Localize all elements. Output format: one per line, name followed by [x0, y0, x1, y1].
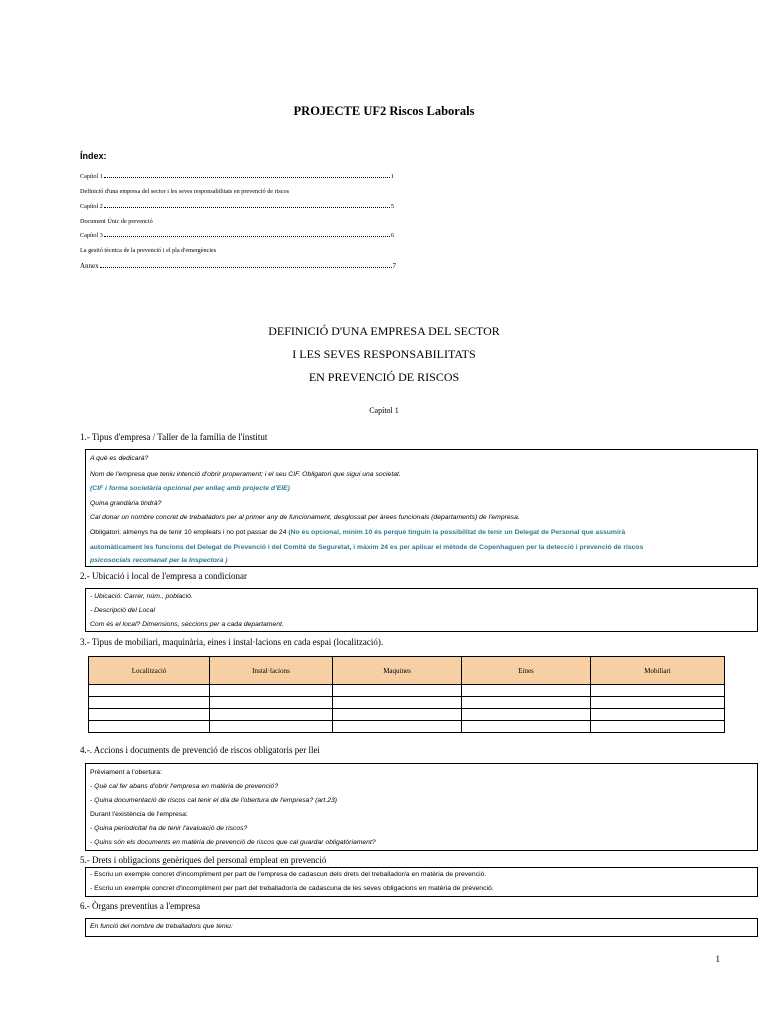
toc-entry[interactable] [80, 173, 394, 180]
toc-leader [104, 232, 390, 237]
column-header: Mobiliari [591, 657, 725, 685]
box-line: Com és el local? Dimensions, seccions per a cada departament. [90, 621, 284, 628]
section-title: 6.- Òrgans preventius a l'empresa [80, 901, 201, 911]
index-heading: Índex: [80, 151, 107, 161]
box-note: (No és opcional, mínim 10 és perquè tinguin la possibilitat de tenir un Delegat de Personal que assumirà [288, 529, 626, 536]
table-row[interactable] [89, 697, 725, 709]
box-line: - Quina documentació de riscos cal tenir el dia de l'obertura de l'empresa? (art.23) [90, 797, 338, 804]
column-header: Eines [462, 657, 591, 685]
box-line: - Ubicació: Carrer, núm., població. [90, 593, 193, 600]
toc-leader [100, 262, 392, 268]
box-line: - Què cal fer abans d'obrir l'empresa en matèria de prevenció? [90, 783, 279, 790]
heading-line: EN PREVENCIÓ DE RISCOS [308, 370, 460, 384]
toc-description: La gestió tècnica de la prevenció i el pla d'emergències [80, 247, 217, 254]
toc-page: 7 [392, 262, 396, 270]
box-line: Obligatori: almenys ha de tenir 10 empleats i no pot passar de 24 [90, 529, 287, 536]
heading-line: DEFINICIÓ D'UNA EMPRESA DEL SECTOR [268, 324, 500, 338]
toc-description: Definició d'una empresa del sector i les seves responsabilitats en prevenció de riscos [80, 188, 290, 195]
page-title: PROJECTE UF2 Riscos Laborals [293, 104, 475, 118]
toc-entry[interactable] [80, 262, 396, 270]
table-row[interactable] [89, 685, 725, 697]
toc-entry[interactable] [80, 203, 394, 210]
section-title: 1.- Tipus d'empresa / Taller de la família de l'institut [80, 432, 268, 442]
toc-description: Document Únic de prevenció [80, 218, 153, 225]
table-row[interactable] [89, 709, 725, 721]
box-line: - Escriu un exemple concret d'incompliment per part de l'empresa de cadascun dels drets del treballador/a en matèria de prevenció. [90, 871, 487, 878]
box-line: En funció del nombre de treballadors que teniu: [90, 923, 233, 930]
box-line: Durant l'existència de l'empresa: [90, 811, 188, 818]
toc-page: 1 [390, 173, 394, 180]
box-line: - Quina periodicitat ha de tenir l'avaluació de riscos? [90, 825, 248, 832]
page-number: 1 [715, 954, 720, 964]
section-box [85, 763, 758, 851]
table-row[interactable] [89, 721, 725, 733]
section-title: 5.- Drets i obligacions genèriques del personal empleat en prevenció [80, 855, 327, 865]
toc-label: Capítol 2 [80, 203, 103, 210]
box-note: automàticament les funcions del Delegat de Prevenció i del Comitè de Seguretat, i màxim 24 es per aplicar el mètode de Copenhaguen per la detecció i prevenció de riscos [90, 544, 644, 551]
section-box [85, 588, 758, 632]
toc-entry[interactable] [80, 232, 394, 239]
section-title: 2.- Ubicació i local de l'empresa a condicionar [80, 571, 248, 581]
section-title: 4.-. Accions i documents de prevenció de riscos obligatoris per llei [80, 745, 320, 755]
toc-label: Annex [80, 262, 99, 270]
box-note: psicosocials recomanat per la Inspectora ) [90, 557, 228, 564]
section-box [85, 449, 758, 567]
section-title: 3.- Tipus de mobiliari, maquinària, eines i instal·lacions en cada espai (localització). [80, 637, 384, 647]
box-line: A què es dedicarà? [90, 455, 149, 462]
column-header: Instal·lacions [210, 657, 333, 685]
box-line: Prèviament a l'obertura: [90, 769, 162, 776]
toc-leader [104, 203, 390, 208]
column-header: Localització [89, 657, 210, 685]
section-box [85, 918, 758, 937]
box-line: - Descripció del Local [90, 607, 155, 614]
box-line: - Escriu un exemple concret d'incompliment per part del treballador/a de cadascuna de les seves obligacions en matèria de prevenció. [90, 885, 494, 892]
toc-page: 5 [390, 203, 394, 210]
box-line: Nom de l'empresa que teniu intenció d'obrir properament; i el seu CIF. Obligatori que sigui una societat. [90, 471, 401, 478]
toc-leader [104, 173, 390, 178]
equipment-table [88, 656, 725, 733]
toc-page: 6 [390, 232, 394, 239]
box-note: (CIF i forma societària opcional per enllaç amb projecte d'EIE) [90, 485, 290, 492]
heading-line: I LES SEVES RESPONSABILITATS [292, 347, 476, 361]
toc-label: Capítol 1 [80, 173, 103, 180]
chapter-label: Capítol 1 [369, 406, 399, 415]
box-line: Cal donar un nombre concret de treballadors per al primer any de funcionament, desglossat per àrees funcionals (departaments) de l'empresa. [90, 514, 520, 521]
table-header-row [89, 657, 725, 685]
toc-label: Capítol 3 [80, 232, 103, 239]
box-line: - Quins són els documents en matèria de prevenció de riscos que cal guardar obligatòriament? [90, 839, 376, 846]
box-line: Quina grandària tindrà? [90, 500, 162, 507]
section-box [85, 867, 758, 897]
column-header: Maquines [333, 657, 462, 685]
